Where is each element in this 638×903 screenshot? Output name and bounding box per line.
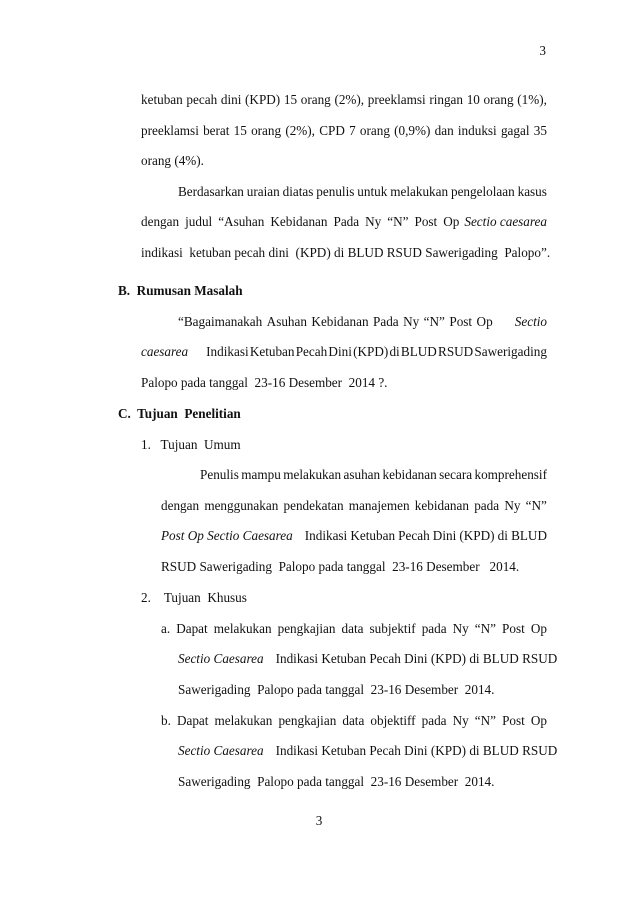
word: pengkajian [278, 713, 337, 728]
word: (KPD) [245, 92, 281, 107]
word: “N” [474, 713, 497, 728]
word: berat [203, 123, 230, 138]
word: Op [530, 713, 547, 728]
word: (KPD) [459, 528, 495, 543]
word: Post [502, 713, 525, 728]
item-1-line-3 [161, 528, 547, 544]
word: a. [161, 621, 171, 636]
word: pada [474, 498, 500, 513]
word: “Asuhan [218, 214, 265, 229]
word: ketuban [141, 92, 183, 107]
item-2b-line-3: Sawerigading Palopo pada tanggal 23-16 Desember 2014. [178, 774, 495, 789]
word: orang [483, 92, 514, 107]
word: Kebidanan [270, 214, 328, 229]
word: (1%), [517, 92, 547, 107]
word: Ny [365, 214, 382, 229]
word: untuk [357, 184, 388, 199]
word: 7 [349, 123, 356, 138]
word: BLUD [511, 528, 547, 543]
word: dengan [141, 214, 180, 229]
word: BLUD [400, 344, 437, 359]
word: Post [449, 314, 473, 329]
word: pengelolaan [450, 184, 515, 199]
item-1-line-1 [200, 467, 547, 483]
word: pendekatan [283, 498, 344, 513]
section-b-line-1-italic: Sectio [514, 314, 547, 329]
word: Indikasi [304, 528, 348, 543]
word: Dapat [176, 713, 209, 728]
word: dengan [161, 498, 200, 513]
item-1-line-3-italic: Post Op Sectio Caesarea [161, 528, 293, 543]
word: (2%), [334, 92, 365, 107]
section-b-heading: B. Rumusan Masalah [118, 283, 243, 298]
word: “Bagaimanakah [178, 314, 263, 329]
word: Pada [373, 314, 399, 329]
word: di [497, 528, 508, 543]
word: (2%), [285, 123, 315, 138]
word: orang [359, 123, 390, 138]
page-number-bottom: 3 [315, 813, 323, 828]
word: melakukan [213, 621, 272, 636]
word: melakukan [214, 713, 273, 728]
word: kasus [517, 184, 547, 199]
word: Berdasarkan [178, 184, 244, 199]
word: b. [161, 713, 171, 728]
word: Ny [403, 314, 420, 329]
word: data [341, 621, 364, 636]
item-2a-line-2-text: Indikasi Ketuban Pecah Dini (KPD) di BLUD RSUD [275, 651, 558, 666]
word: Post [502, 621, 525, 636]
word: induksi [457, 123, 497, 138]
item-2b-line-2-italic: Sectio Caesarea [178, 743, 264, 758]
word: komprehensif [474, 467, 547, 482]
word: Dapat [176, 621, 208, 636]
word: “N” [423, 314, 445, 329]
word: Dini [432, 528, 457, 543]
word: objektiff [370, 713, 416, 728]
word: menggunakan [204, 498, 279, 513]
word: “N” [387, 214, 409, 229]
word: Ny [452, 621, 469, 636]
item-1-line-3-words [305, 528, 547, 544]
word: “N” [525, 498, 547, 513]
section-b-line-1 [178, 314, 547, 330]
item-1-line-4: RSUD Sawerigading Palopo pada tanggal 23-16 Desember 2014. [161, 559, 520, 574]
word: CPD [319, 123, 345, 138]
word: data [342, 713, 365, 728]
word: Kebidanan [311, 314, 369, 329]
item-2a-line-1 [161, 621, 547, 637]
word: subjektif [369, 621, 416, 636]
intro-line-1 [141, 92, 547, 108]
word: 15 [233, 123, 247, 138]
item-2a-line-2-italic: Sectio Caesarea [178, 651, 264, 666]
section-b-line-2-italic: caesarea [141, 344, 189, 359]
word: penulis [316, 184, 355, 199]
section-c-heading: C. Tujuan Penelitian [118, 406, 241, 421]
item-2b-line-2 [178, 743, 558, 759]
word: Pada [333, 214, 360, 229]
word: orang [251, 123, 282, 138]
word: melakukan [390, 184, 449, 199]
word: uraian [246, 184, 280, 199]
word: 35 [533, 123, 547, 138]
word: preeklamsi [141, 123, 199, 138]
word: judul [185, 214, 213, 229]
item-1-line-2 [161, 498, 547, 514]
word: Indikasi [206, 344, 249, 359]
word: dan [434, 123, 454, 138]
word: Sawerigading [474, 344, 547, 359]
word: pengkajian [277, 621, 336, 636]
word: melakukan [283, 467, 342, 482]
word: kebidanan [414, 498, 469, 513]
word: Ketuban [350, 528, 396, 543]
item-2-label: 2. Tujuan Khusus [141, 590, 247, 605]
item-1-label: 1. Tujuan Umum [141, 437, 241, 452]
section-b-line-1-words [178, 314, 493, 330]
word: Op [530, 621, 547, 636]
word: Pecah [398, 528, 430, 543]
word: Penulis [200, 467, 239, 482]
word: RSUD [438, 344, 474, 359]
word: mampu [241, 467, 281, 482]
word: Post [414, 214, 438, 229]
word: Asuhan [266, 314, 307, 329]
item-2b-line-1 [161, 713, 547, 729]
word: secara [439, 467, 473, 482]
section-b-line-2-words [206, 344, 547, 360]
word: Pecah [295, 344, 328, 359]
word: Ketuban [249, 344, 295, 359]
section-b-line-2 [141, 344, 547, 360]
section-b-line-3: Palopo pada tanggal 23-16 Desember 2014 ?. [141, 375, 388, 390]
word: orang [300, 92, 331, 107]
word: preeklamsi [367, 92, 426, 107]
word: Op [476, 314, 493, 329]
word: dini [220, 92, 242, 107]
item-2a-line-3: Sawerigading Palopo pada tanggal 23-16 Desember 2014. [178, 682, 495, 697]
intro-line-3: orang (4%). [141, 153, 204, 168]
page-number-top: 3 [539, 43, 546, 58]
intro-line-2 [141, 123, 547, 139]
word: ringan [429, 92, 464, 107]
word: gagal [500, 123, 530, 138]
word: pecah [186, 92, 218, 107]
word: pada [421, 713, 447, 728]
word: kebidanan [382, 467, 437, 482]
intro-line-5-italic: Sectio caesarea [464, 214, 547, 229]
word: Ny [504, 498, 521, 513]
word: asuhan [343, 467, 381, 482]
intro-line-4 [178, 184, 547, 200]
word: Dini [328, 344, 352, 359]
word: 15 [283, 92, 298, 107]
word: Ny [452, 713, 469, 728]
word: diatas [282, 184, 314, 199]
word: 10 [466, 92, 480, 107]
word: manajemen [348, 498, 410, 513]
word: Op [443, 214, 460, 229]
word: pada [421, 621, 447, 636]
intro-line-6: indikasi ketuban pecah dini (KPD) di BLUD RSUD Sawerigading Palopo”. [141, 245, 551, 260]
intro-line-5-words [141, 214, 459, 230]
word: “N” [474, 621, 497, 636]
item-2a-line-2 [178, 651, 558, 667]
intro-line-5 [141, 214, 547, 230]
word: (KPD) [353, 344, 389, 359]
word: di [389, 344, 400, 359]
item-2b-line-2-text: Indikasi Ketuban Pecah Dini (KPD) di BLUD RSUD [275, 743, 558, 758]
word: (0,9%) [394, 123, 431, 138]
